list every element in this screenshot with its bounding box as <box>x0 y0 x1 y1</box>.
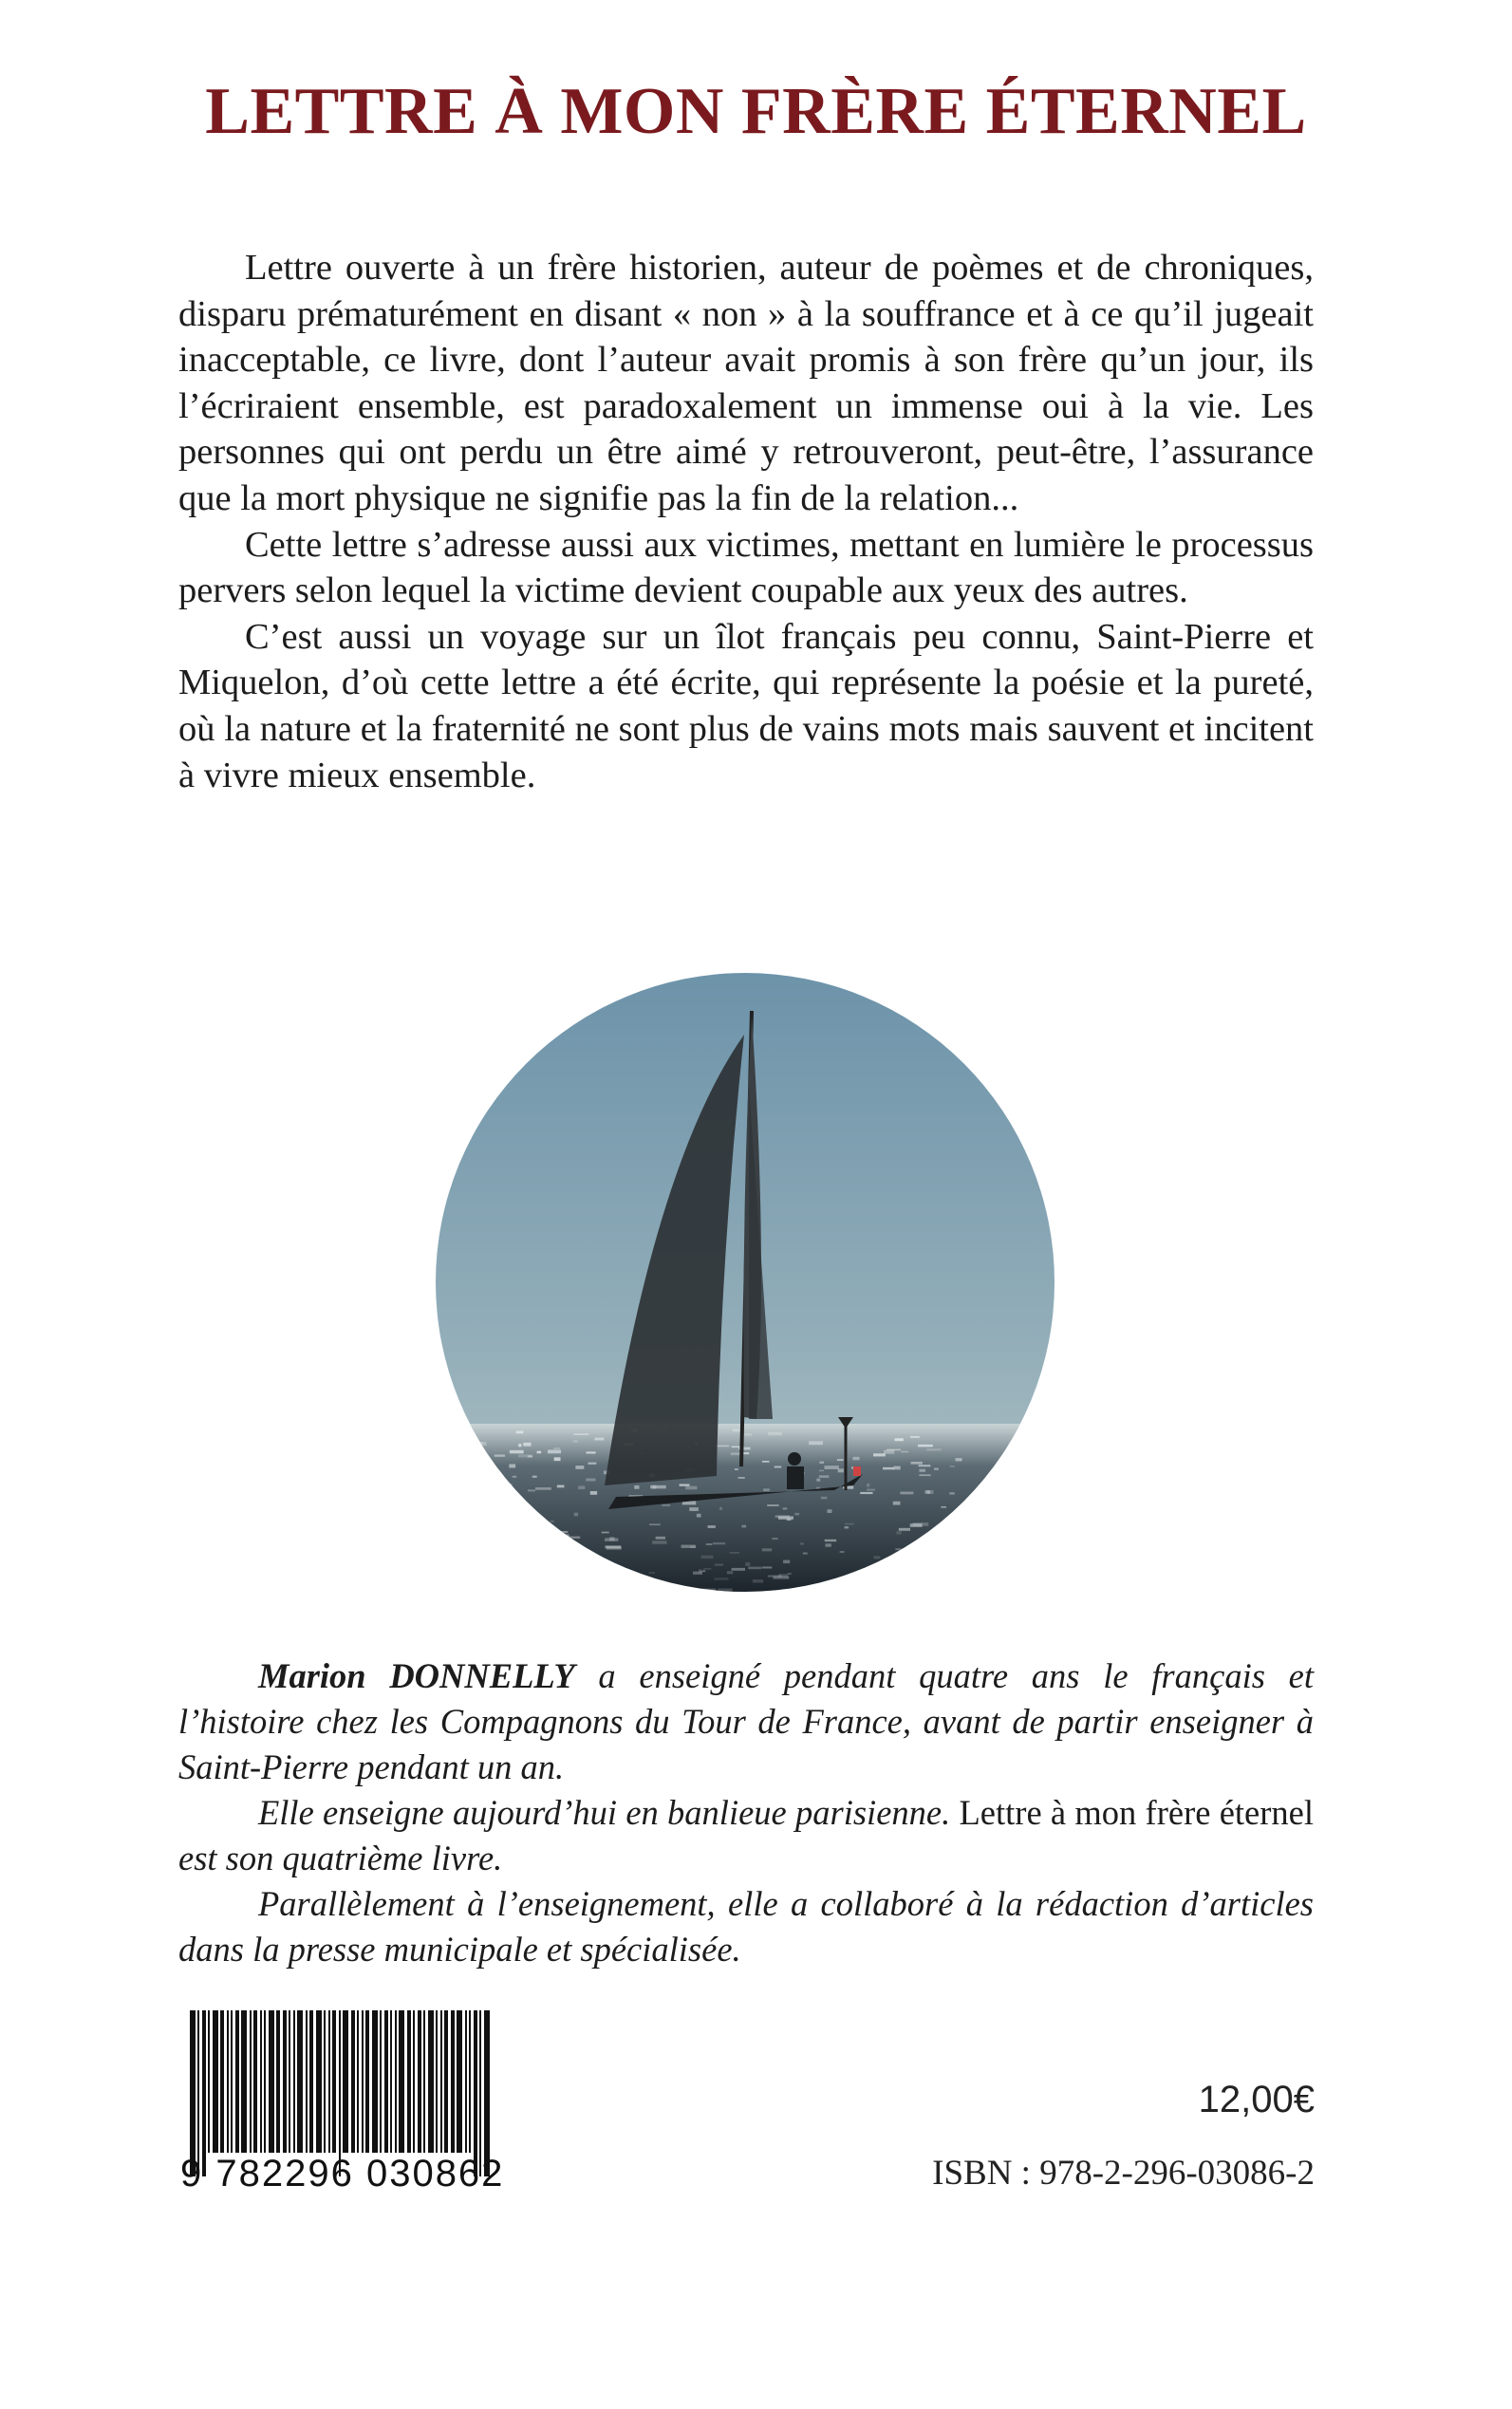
barcode-bar <box>316 2010 322 2153</box>
barcode-bar <box>407 2010 411 2153</box>
barcode-bar <box>357 2010 359 2153</box>
barcode-bar <box>264 2010 266 2153</box>
barcode-bar <box>457 2010 462 2153</box>
barcode-bar <box>197 2010 199 2176</box>
sailboat-illustration <box>436 973 1055 1592</box>
barcode-bar <box>444 2010 448 2153</box>
barcode-bar <box>293 2010 295 2153</box>
bio-paragraph <box>178 1881 1314 1972</box>
barcode-bar <box>390 2010 392 2153</box>
barcode-bar <box>351 2010 355 2153</box>
book-title: LETTRE À MON FRÈRE ÉTERNEL <box>205 75 1307 148</box>
barcode-bar <box>465 2010 467 2153</box>
barcode-bar <box>418 2010 421 2153</box>
barcode-bar <box>250 2010 252 2153</box>
barcode-bar <box>241 2010 247 2153</box>
barcode-bar <box>384 2010 388 2153</box>
summary-paragraph: C’est aussi un voyage sur un îlot français peu connu, Saint-Pierre et Miquelon, d’où cette lettre a été écrite, qui représente la poésie et la pureté, où la nature et la fraternité ne sont plus de vains mots mais sauvent et incitent à vivre mieux ensemble. <box>178 616 1314 795</box>
barcode-bar <box>423 2010 425 2153</box>
barcode-bar <box>309 2010 313 2153</box>
barcode-bar <box>231 2010 233 2153</box>
barcode-bar <box>428 2010 434 2153</box>
barcode-digits: 9 782296 030862 <box>180 2153 505 2194</box>
barcode-bar <box>283 2010 287 2153</box>
barcode-bar <box>297 2010 303 2153</box>
barcode-bar <box>332 2010 336 2153</box>
author-name: Marion DONNELLY <box>258 1656 575 1695</box>
barcode-bar <box>289 2010 290 2153</box>
bio-text: a enseigné pendant quatre ans le français et l’histoire chez les Compagnons du Tour de France, avant de partir enseigner à Saint-Pierre pendant un an. <box>178 1656 1314 1786</box>
sailboat-photo <box>436 973 1055 1592</box>
barcode-bar <box>269 2010 274 2153</box>
bio-text: est son quatrième livre. <box>178 1839 503 1877</box>
barcode-bar <box>324 2010 326 2153</box>
barcode-bar <box>451 2010 455 2153</box>
barcode-bar <box>306 2010 308 2153</box>
barcode-bar <box>202 2010 206 2176</box>
barcode-bar <box>365 2010 369 2153</box>
barcode-bar <box>380 2010 382 2153</box>
bio-paragraph <box>178 1790 1314 1881</box>
summary-paragraph: Cette lettre s’adresse aussi aux victimes, mettant en lumière le processus pervers selon lequel la victime devient coupable aux yeux des autres. <box>178 524 1314 611</box>
barcode-bar <box>343 2010 348 2153</box>
bio-paragraph <box>178 1653 1314 1790</box>
barcode-bar <box>276 2010 280 2153</box>
barcode-bar <box>339 2010 341 2176</box>
summary-paragraph: Lettre ouverte à un frère historien, auteur de poèmes et de chroniques, disparu prématurément en disant « non » à la souffrance et à ce qu’il jugeait inacceptable, ce livre, dont l’auteur avait promis à son frère qu’un jour, ils l’écriraient ensemble, est paradoxalement un immense oui à la vie. Les personnes qui ont perdu un être aimé y retrouveront, peut-être, l’assurance que la mort physique ne signifie pas la fin de la relation... <box>178 248 1314 518</box>
barcode-bar <box>227 2010 229 2153</box>
barcode-bar <box>253 2010 257 2153</box>
barcode-bar <box>479 2010 481 2176</box>
barcode-bar <box>436 2010 438 2153</box>
barcode-bar <box>328 2010 330 2153</box>
barcode-bar <box>208 2010 210 2153</box>
book-reference: Lettre à mon frère éternel <box>950 1793 1314 1832</box>
barcode-bar <box>413 2010 415 2153</box>
barcode-bar <box>235 2010 239 2153</box>
summary <box>178 245 1314 798</box>
barcode-bar <box>484 2010 490 2176</box>
barcode-bar <box>213 2010 218 2153</box>
barcode-bar <box>260 2010 262 2153</box>
barcode-bar <box>220 2010 224 2153</box>
barcode-bar <box>474 2010 477 2176</box>
barcode-bar <box>372 2010 378 2153</box>
barcode-bar <box>362 2010 364 2153</box>
barcode-bar <box>395 2010 397 2153</box>
author-bio <box>178 1653 1314 1972</box>
isbn: ISBN : 978-2-296-03086-2 <box>932 2154 1315 2193</box>
bio-text: Parallèlement à l’enseignement, elle a collaboré à la rédaction d’articles dans la presse municipale et spécialisée. <box>178 1884 1314 1969</box>
barcode-bar <box>190 2010 196 2176</box>
bio-text: Elle enseigne aujourd’hui en banlieue parisienne. <box>258 1793 951 1832</box>
barcode-bar <box>469 2010 471 2153</box>
barcode-bar <box>440 2010 442 2153</box>
price: 12,00€ <box>1198 2079 1315 2120</box>
barcode-bar <box>399 2010 404 2153</box>
